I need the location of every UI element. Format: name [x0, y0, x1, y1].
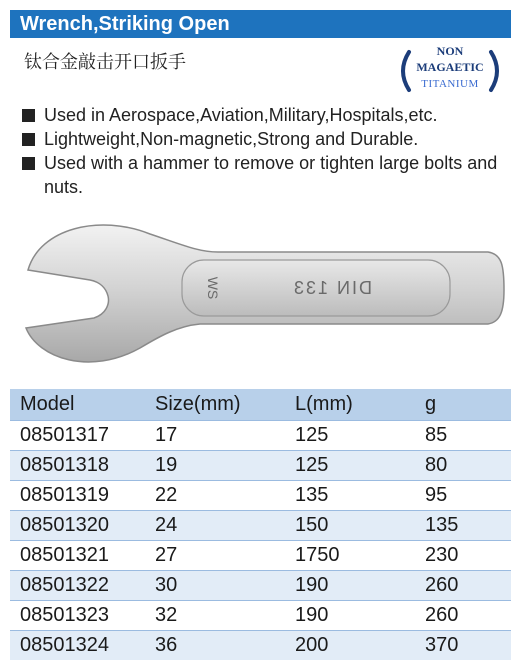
cell-size: 24 [145, 511, 285, 541]
cell-length: 150 [285, 511, 415, 541]
chinese-title: 钛合金敲击开口扳手 [24, 52, 186, 73]
cell-length: 125 [285, 421, 415, 451]
cell-size: 30 [145, 571, 285, 601]
table-row [10, 601, 511, 631]
column-header-model: Model [10, 389, 145, 421]
cell-weight: 260 [415, 601, 511, 631]
spec-table [10, 389, 511, 660]
cell-size: 32 [145, 601, 285, 631]
cell-length: 190 [285, 601, 415, 631]
table-row [10, 511, 511, 541]
table-header-row [10, 389, 511, 421]
square-bullet-icon [22, 157, 35, 170]
cell-model: 08501324 [10, 631, 145, 661]
column-header-length: L(mm) [285, 389, 415, 421]
cell-size: 27 [145, 541, 285, 571]
cell-weight: 85 [415, 421, 511, 451]
cell-model: 08501323 [10, 601, 145, 631]
engraving-right: DIN 133 [291, 278, 373, 298]
feature-item [22, 151, 512, 199]
feature-text: Used with a hammer to remove or tighten large bolts and nuts. [44, 153, 498, 197]
table-row [10, 571, 511, 601]
page-title-bar [10, 10, 511, 38]
table-row [10, 631, 511, 661]
feature-item [22, 127, 512, 151]
non-magnetic-badge [395, 42, 505, 100]
cell-weight: 135 [415, 511, 511, 541]
cell-model: 08501318 [10, 451, 145, 481]
cell-length: 135 [285, 481, 415, 511]
feature-item [22, 103, 512, 127]
feature-text: Used in Aerospace,Aviation,Military,Hospitals,etc. [44, 105, 438, 125]
page-title: Wrench,Striking Open [20, 13, 230, 35]
table-row [10, 421, 511, 451]
cell-model: 08501317 [10, 421, 145, 451]
feature-list [22, 103, 512, 199]
cell-weight: 95 [415, 481, 511, 511]
cell-length: 200 [285, 631, 415, 661]
wrench-product-image [10, 208, 511, 386]
column-header-weight: g [415, 389, 511, 421]
cell-size: 22 [145, 481, 285, 511]
square-bullet-icon [22, 133, 35, 146]
column-header-size: Size(mm) [145, 389, 285, 421]
cell-length: 1750 [285, 541, 415, 571]
cell-model: 08501321 [10, 541, 145, 571]
cell-model: 08501322 [10, 571, 145, 601]
table-row [10, 451, 511, 481]
cell-length: 190 [285, 571, 415, 601]
table-row [10, 481, 511, 511]
badge-line-3: TITANIUM [421, 78, 479, 90]
cell-size: 36 [145, 631, 285, 661]
feature-text: Lightweight,Non-magnetic,Strong and Durable. [44, 129, 419, 149]
cell-model: 08501320 [10, 511, 145, 541]
square-bullet-icon [22, 109, 35, 122]
cell-weight: 80 [415, 451, 511, 481]
engraving-left: WS [205, 276, 221, 300]
cell-weight: 230 [415, 541, 511, 571]
cell-model: 08501319 [10, 481, 145, 511]
badge-line-2: MAGAETIC [416, 60, 484, 74]
cell-size: 17 [145, 421, 285, 451]
table-row [10, 541, 511, 571]
cell-length: 125 [285, 451, 415, 481]
cell-weight: 370 [415, 631, 511, 661]
cell-weight: 260 [415, 571, 511, 601]
cell-size: 19 [145, 451, 285, 481]
badge-line-1: NON [436, 44, 464, 58]
